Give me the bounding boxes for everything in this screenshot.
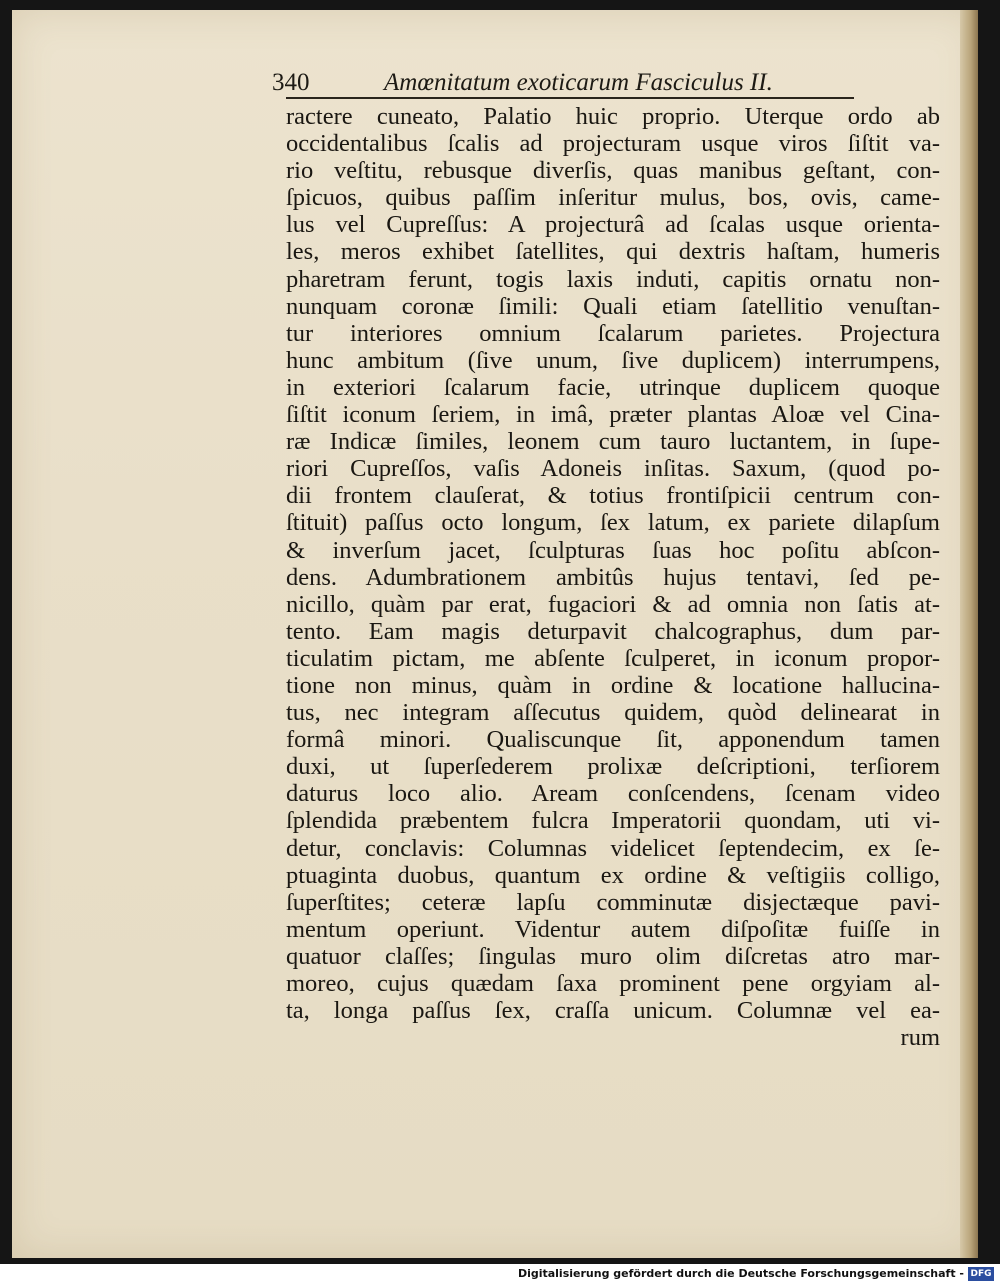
text-line: dii frontem clauſerat, & totius frontiſpicii centrum con- xyxy=(286,482,940,510)
footer-bar xyxy=(0,1264,1000,1285)
text-line: duxi, ut ſuperſederem prolixæ deſcriptioni, terſiorem xyxy=(286,753,940,781)
page-edge xyxy=(960,10,978,1258)
text-line: tus, nec integram aſſecutus quidem, quòd delinearat in xyxy=(286,699,940,727)
text-line: les, meros exhibet ſatellites, qui dextris haſtam, humeris xyxy=(286,238,940,266)
text-line: formâ minori. Qualiscunque ſit, apponendum tamen xyxy=(286,726,940,754)
text-line: pharetram ferunt, togis laxis induti, capitis ornatu non- xyxy=(286,265,940,293)
text-line: tur interiores omnium ſcalarum parietes. Projectura xyxy=(286,319,940,347)
text-line: dens. Adumbrationem ambitûs hujus tentavi, ſed pe- xyxy=(286,563,940,591)
text-line: rio veſtitu, rebusque diverſis, quas manibus geſtant, con- xyxy=(286,157,940,185)
text-line: ræ Indicæ ſimiles, leonem cum tauro luctantem, in ſupe- xyxy=(286,428,940,456)
text-line: occidentalibus ſcalis ad projecturam usque viros ſiſtit va- xyxy=(286,130,940,158)
text-line: quatuor claſſes; ſingulas muro olim diſcretas atro mar- xyxy=(286,942,940,970)
text-line: ſuperſtites; ceteræ lapſu comminutæ disjectæque pavi- xyxy=(286,888,940,916)
text-line: ta, longa paſſus ſex, craſſa unicum. Columnæ vel ea- xyxy=(286,997,940,1025)
text-line: nicillo, quàm par erat, fugaciori & ad omnia non ſatis at- xyxy=(286,590,940,618)
dfg-logo: DFG xyxy=(968,1267,994,1281)
catchword: rum xyxy=(900,1024,940,1052)
text-line: ſiſtit iconum ſeriem, in imâ, præter plantas Aloæ vel Cina- xyxy=(286,401,940,429)
funding-notice: Digitalisierung gefördert durch die Deutsche Forschungsgemeinschaft - xyxy=(517,1267,964,1280)
text-line: hunc ambitum (ſive unum, ſive duplicem) interrumpens, xyxy=(286,346,940,374)
text-line: nunquam coronæ ſimili: Quali etiam ſatellitio venuſtan- xyxy=(286,292,940,320)
text-line: lus vel Cupreſſus: A projecturâ ad ſcalas usque orienta- xyxy=(286,211,940,239)
body-text xyxy=(286,103,940,1051)
text-line: & inverſum jacet, ſculpturas ſuas hoc poſitu abſcon- xyxy=(286,536,940,564)
text-line: ticulatim pictam, me abſente ſculperet, in iconum propor- xyxy=(286,644,940,672)
page-number: 340 xyxy=(272,69,310,96)
text-line: ractere cuneato, Palatio huic proprio. Uterque ordo ab xyxy=(286,103,940,130)
running-head-title: Amœnitatum exoticarum Fasciculus II. xyxy=(384,69,773,96)
text-line: daturus loco alio. Aream conſcendens, ſcenam video xyxy=(286,780,940,808)
text-line: ſplendida præbentem fulcra Imperatorii quondam, uti vi- xyxy=(286,807,940,835)
text-line: mentum operiunt. Videntur autem diſpoſitæ fuiſſe in xyxy=(286,915,940,943)
text-line: in exteriori ſcalarum facie, utrinque duplicem quoque xyxy=(286,373,940,401)
text-line: ſpicuos, quibus paſſim inſeritur mulus, bos, ovis, came- xyxy=(286,184,940,212)
header-rule xyxy=(286,97,854,99)
text-line: ſtituit) paſſus octo longum, ſex latum, ex pariete dilapſum xyxy=(286,509,940,537)
text-line: ptuaginta duobus, quantum ex ordine & veſtigiis colligo, xyxy=(286,861,940,889)
text-line: riori Cupreſſos, vaſis Adoneis inſitas. Saxum, (quod po- xyxy=(286,455,940,483)
running-head xyxy=(272,66,872,100)
text-line: tione non minus, quàm in ordine & locatione hallucina- xyxy=(286,671,940,699)
text-line: moreo, cujus quædam ſaxa prominent pene orgyiam al- xyxy=(286,970,940,997)
text-line: detur, conclavis: Columnas videlicet ſeptendecim, ex ſe- xyxy=(286,834,940,862)
text-line: tento. Eam magis deturpavit chalcographus, dum par- xyxy=(286,617,940,645)
